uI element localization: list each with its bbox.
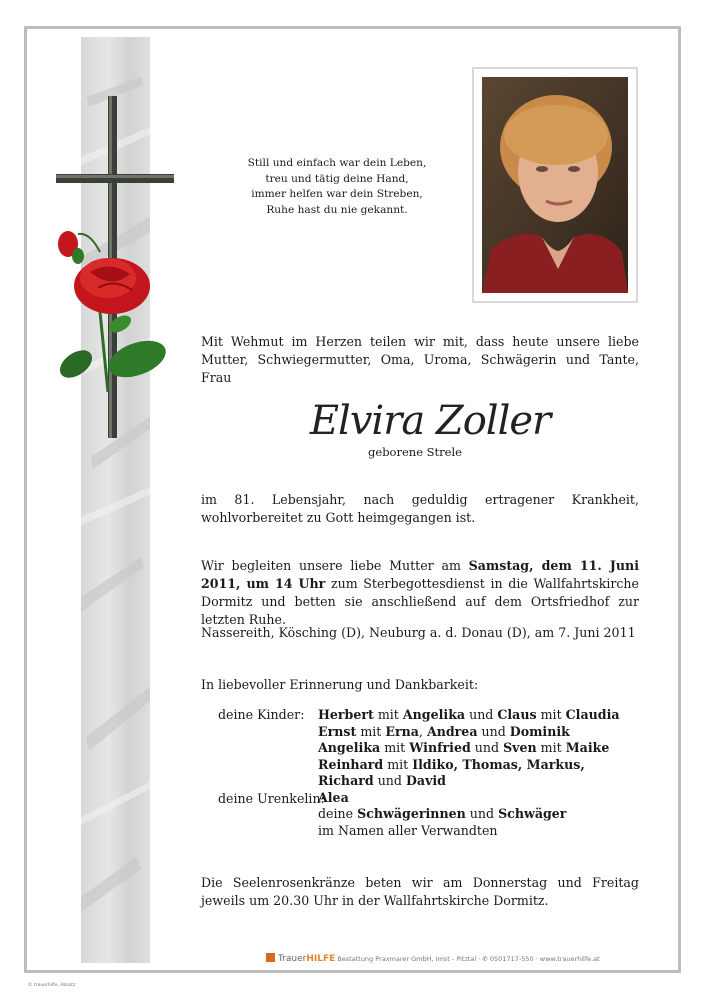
footer-brand: TrauerHILFE xyxy=(278,954,336,964)
family-list xyxy=(318,707,620,839)
maiden-name: geborene Strele xyxy=(368,445,462,459)
family-row: Ernst mit Erna, Andrea und Dominik xyxy=(318,723,570,739)
memory-line: In liebevoller Erinnerung und Dankbarkeit: xyxy=(201,677,479,692)
family-row: Herbert mit Angelika und Claus mit Claudia xyxy=(318,707,620,722)
footer xyxy=(266,953,600,964)
poem-line: immer helfen war dein Streben, xyxy=(251,188,423,200)
footer-details: Bestattung Praxmarer GmbH, Imst - Pitztal · ✆ 0501717-550 · www.trauerhilfe.at xyxy=(337,955,600,963)
poem-line: treu und tätig deine Hand, xyxy=(265,172,409,185)
poem-line: Ruhe hast du nie gekannt. xyxy=(266,203,408,216)
deceased-name: Elvira Zoller xyxy=(309,398,551,444)
poem-line: Still und einfach war dein Leben, xyxy=(247,157,427,169)
children-label: deine Kinder: xyxy=(218,707,305,722)
intro-text: Mit Wehmut im Herzen teilen wir mit, dass heute unsere liebe Mutter, Schwiegermutter, Oma, Uroma, Schwägerin und Tante, Frau xyxy=(201,334,639,385)
funeral-text xyxy=(201,557,639,629)
family-row: Reinhard mit Ildiko, Thomas, Markus, xyxy=(318,756,585,772)
place-date: Nassereith, Kösching (D), Neuburg a. d. Donau (D), am 7. Juni 2011 xyxy=(201,625,636,640)
family-row: Angelika mit Winfried und Sven mit Maike xyxy=(318,740,610,755)
trauerhilfe-logo-icon xyxy=(266,953,275,962)
passing-text: im 81. Lebensjahr, nach geduldig ertragener Krankheit, wohlvorbereitet zu Gott heimgegangen ist. xyxy=(201,492,639,525)
copyright: © trauerhilfe, Absatz xyxy=(28,983,76,988)
funeral-date: Samstag, dem 11. Juni 2011, um 14 Uhr xyxy=(201,558,639,591)
portrait-frame xyxy=(472,67,638,303)
family-row: deine Schwägerinnen und Schwäger xyxy=(318,806,567,821)
poem xyxy=(232,156,442,218)
family-row: im Namen aller Verwandten xyxy=(318,822,498,838)
funeral-part1: Wir begleiten unsere liebe Mutter am xyxy=(201,558,469,573)
cross-with-rose-icon xyxy=(50,92,175,442)
family-row: Alea xyxy=(318,789,349,805)
family-row: Richard und David xyxy=(318,773,446,788)
grandchildren-label: deine Urenkelin: xyxy=(218,791,325,806)
funeral-part2: zum Sterbegottesdienst in die Wallfahrtskirche Dormitz und betten sie anschließend auf dem Ortsfriedhof zur letzten Ruhe. xyxy=(201,576,639,627)
portrait-photo xyxy=(482,77,628,293)
rosary-text: Die Seelenrosenkränze beten wir am Donnerstag und Freitag jeweils um 20.30 Uhr in der Wallfahrtskirche Dormitz. xyxy=(201,875,639,908)
